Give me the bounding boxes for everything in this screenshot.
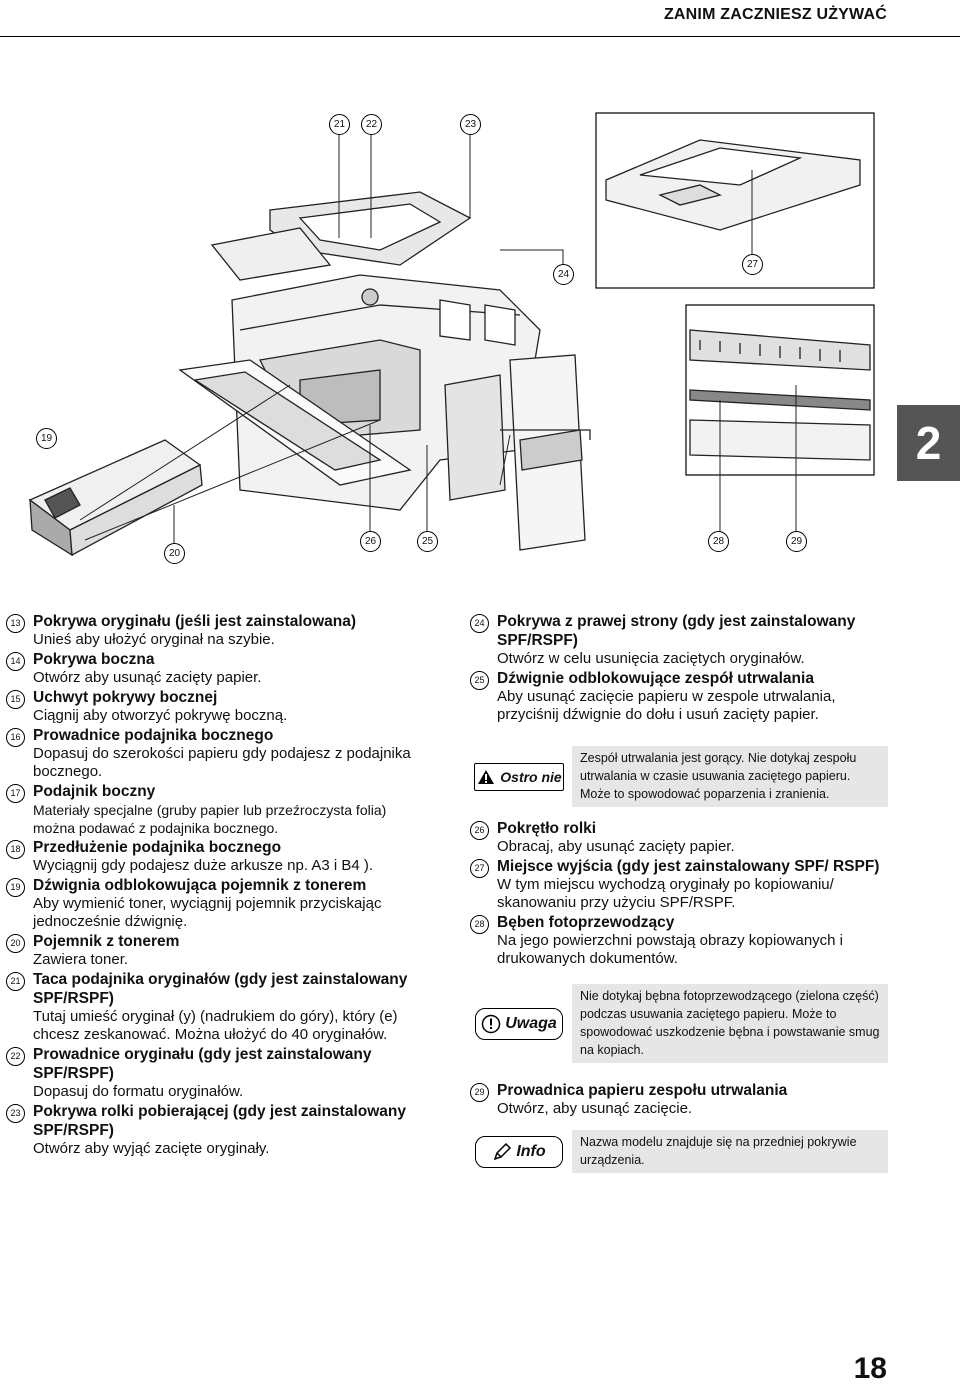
part-desc: Otwórz aby wyjąć zacięte oryginały. <box>33 1140 270 1157</box>
part-19 <box>6 876 416 931</box>
part-desc: Unieś aby ułożyć oryginał na szybie. <box>33 631 275 648</box>
part-desc: Obracaj, aby usunąć zacięty papier. <box>497 838 735 855</box>
part-number: 14 <box>6 652 25 671</box>
copier-drawing <box>0 100 960 580</box>
part-title: Pokrywa rolki pobierającej (gdy jest zainstalowany SPF/RSPF) <box>33 1103 406 1139</box>
part-desc: W tym miejscu wychodzą oryginały po kopiowaniu/ skanowaniu przy użyciu SPF/RSPF. <box>497 876 834 911</box>
callout-19: 19 <box>36 428 57 449</box>
part-title: Podajnik boczny <box>33 783 156 800</box>
part-number: 21 <box>6 972 25 991</box>
part-number: 28 <box>470 915 489 934</box>
machine-illustration <box>0 100 960 580</box>
caution-text: Zespół utrwalania jest gorący. Nie dotykaj zespołu utrwalania w czasie usuwania zaciętego papieru. Może to spowodować poparzenia i zranienia. <box>572 746 888 807</box>
callout-22: 22 <box>361 114 382 135</box>
callout-28: 28 <box>708 531 729 552</box>
part-14 <box>6 650 416 687</box>
part-number: 26 <box>470 821 489 840</box>
part-title: Dźwignie odblokowujące zespół utrwalania <box>497 670 814 687</box>
callout-27: 27 <box>742 254 763 275</box>
part-number: 23 <box>6 1104 25 1123</box>
info-badge <box>475 1136 563 1168</box>
part-13 <box>6 612 416 649</box>
info-label-text: Info <box>516 1142 546 1160</box>
part-desc: Dopasuj do szerokości papieru gdy podajesz z podajnika bocznego. <box>33 745 411 780</box>
part-number: 16 <box>6 728 25 747</box>
part-number: 22 <box>6 1047 25 1066</box>
part-23 <box>6 1102 416 1158</box>
part-29 <box>470 1081 890 1118</box>
part-title: Bęben fotoprzewodzący <box>497 914 675 931</box>
part-desc: Zawiera toner. <box>33 951 129 968</box>
caution-badge <box>474 763 564 791</box>
part-number: 19 <box>6 878 25 897</box>
warning-text: Nie dotykaj bębna fotoprzewodzącego (zielona część) podczas usuwania zaciętego papieru. Może to spowodować uszkodzenie bębna i powstawanie smug na kopiach. <box>572 984 888 1063</box>
part-title: Pokrętło rolki <box>497 820 597 837</box>
part-title: Prowadnica papieru zespołu utrwalania <box>497 1082 788 1099</box>
part-27 <box>470 857 890 912</box>
part-desc: Materiały specjalne (gruby papier lub przeźroczysta folia) można podawać z podajnika bocznego. <box>33 802 387 836</box>
part-title: Prowadnice podajnika bocznego <box>33 727 274 744</box>
caution-label <box>472 759 566 795</box>
exclamation-icon <box>481 1014 501 1034</box>
part-28 <box>470 913 890 968</box>
page-number: 18 <box>853 1352 887 1385</box>
part-16 <box>6 726 416 781</box>
warning-label <box>472 1006 566 1042</box>
part-26 <box>470 819 890 856</box>
info-note <box>472 1130 888 1173</box>
info-label <box>472 1134 566 1170</box>
part-desc: Ciągnij aby otworzyć pokrywę boczną. <box>33 707 288 724</box>
caution-note <box>472 746 888 807</box>
part-title: Pojemnik z tonerem <box>33 933 180 950</box>
part-number: 24 <box>470 614 489 633</box>
part-desc: Na jego powierzchni powstają obrazy kopiowanych i drukowanych dokumentów. <box>497 932 844 967</box>
parts-list-left <box>6 612 416 1159</box>
part-desc: Otwórz, aby usunąć zacięcie. <box>497 1100 693 1117</box>
part-title: Miejsce wyjścia (gdy jest zainstalowany SPF/ RSPF) <box>497 858 880 875</box>
callout-26: 26 <box>360 531 381 552</box>
part-number: 15 <box>6 690 25 709</box>
part-title: Pokrywa z prawej strony (gdy jest zainstalowany SPF/RSPF) <box>497 613 856 649</box>
info-text: Nazwa modelu znajduje się na przedniej pokrywie urządzenia. <box>572 1130 888 1173</box>
part-title: Prowadnice oryginału (gdy jest zainstalowany SPF/RSPF) <box>33 1046 372 1082</box>
part-title: Uchwyt pokrywy bocznej <box>33 689 218 706</box>
part-desc: Otwórz aby usunąć zacięty papier. <box>33 669 262 686</box>
warning-triangle-icon <box>476 767 496 787</box>
callout-20: 20 <box>164 543 185 564</box>
caution-label-text: Ostro nie <box>500 768 562 785</box>
part-15 <box>6 688 416 725</box>
part-desc: Wyciągnij gdy podajesz duże arkusze np. A3 i B4 ). <box>33 857 374 874</box>
header-rule <box>0 36 960 37</box>
part-25 <box>470 669 890 724</box>
callout-23: 23 <box>460 114 481 135</box>
part-title: Dźwignia odblokowująca pojemnik z tonerem <box>33 877 367 894</box>
warning-note <box>472 984 888 1063</box>
part-title: Pokrywa oryginału (jeśli jest zainstalowana) <box>33 613 357 630</box>
callout-29: 29 <box>786 531 807 552</box>
parts-list-right <box>470 612 890 1185</box>
part-17 <box>6 782 416 837</box>
part-number: 17 <box>6 784 25 803</box>
pencil-icon <box>492 1142 512 1162</box>
warning-label-text: Uwaga <box>505 1014 557 1032</box>
part-desc: Aby wymienić toner, wyciągnij pojemnik przyciskając jednocześnie dźwignię. <box>33 895 382 930</box>
part-number: 13 <box>6 614 25 633</box>
part-title: Pokrywa boczna <box>33 651 155 668</box>
part-number: 29 <box>470 1083 489 1102</box>
part-number: 25 <box>470 671 489 690</box>
callout-21: 21 <box>329 114 350 135</box>
part-desc: Dopasuj do formatu oryginałów. <box>33 1083 244 1100</box>
part-number: 20 <box>6 934 25 953</box>
part-24 <box>470 612 890 668</box>
part-18 <box>6 838 416 875</box>
part-desc: Otwórz w celu usunięcia zaciętych oryginałów. <box>497 650 805 667</box>
chapter-tab: 2 <box>897 405 960 481</box>
part-number: 18 <box>6 840 25 859</box>
callout-25: 25 <box>417 531 438 552</box>
page-header-title: ZANIM ZACZNIESZ UŻYWAĆ <box>663 6 887 23</box>
part-21 <box>6 970 416 1044</box>
part-title: Przedłużenie podajnika bocznego <box>33 839 282 856</box>
part-20 <box>6 932 416 969</box>
part-title: Taca podajnika oryginałów (gdy jest zainstalowany SPF/RSPF) <box>33 971 408 1007</box>
part-22 <box>6 1045 416 1101</box>
callout-24: 24 <box>553 264 574 285</box>
part-desc: Tutaj umieść oryginał (y) (nadrukiem do góry), który (e) chcesz zeskanować. Można ułożyć do 40 oryginałów. <box>33 1008 398 1043</box>
part-desc: Aby usunąć zacięcie papieru w zespole utrwalania, przyciśnij dźwignie do dołu i usuń zacięty papier. <box>497 688 836 723</box>
part-number: 27 <box>470 859 489 878</box>
warning-badge <box>475 1008 563 1040</box>
